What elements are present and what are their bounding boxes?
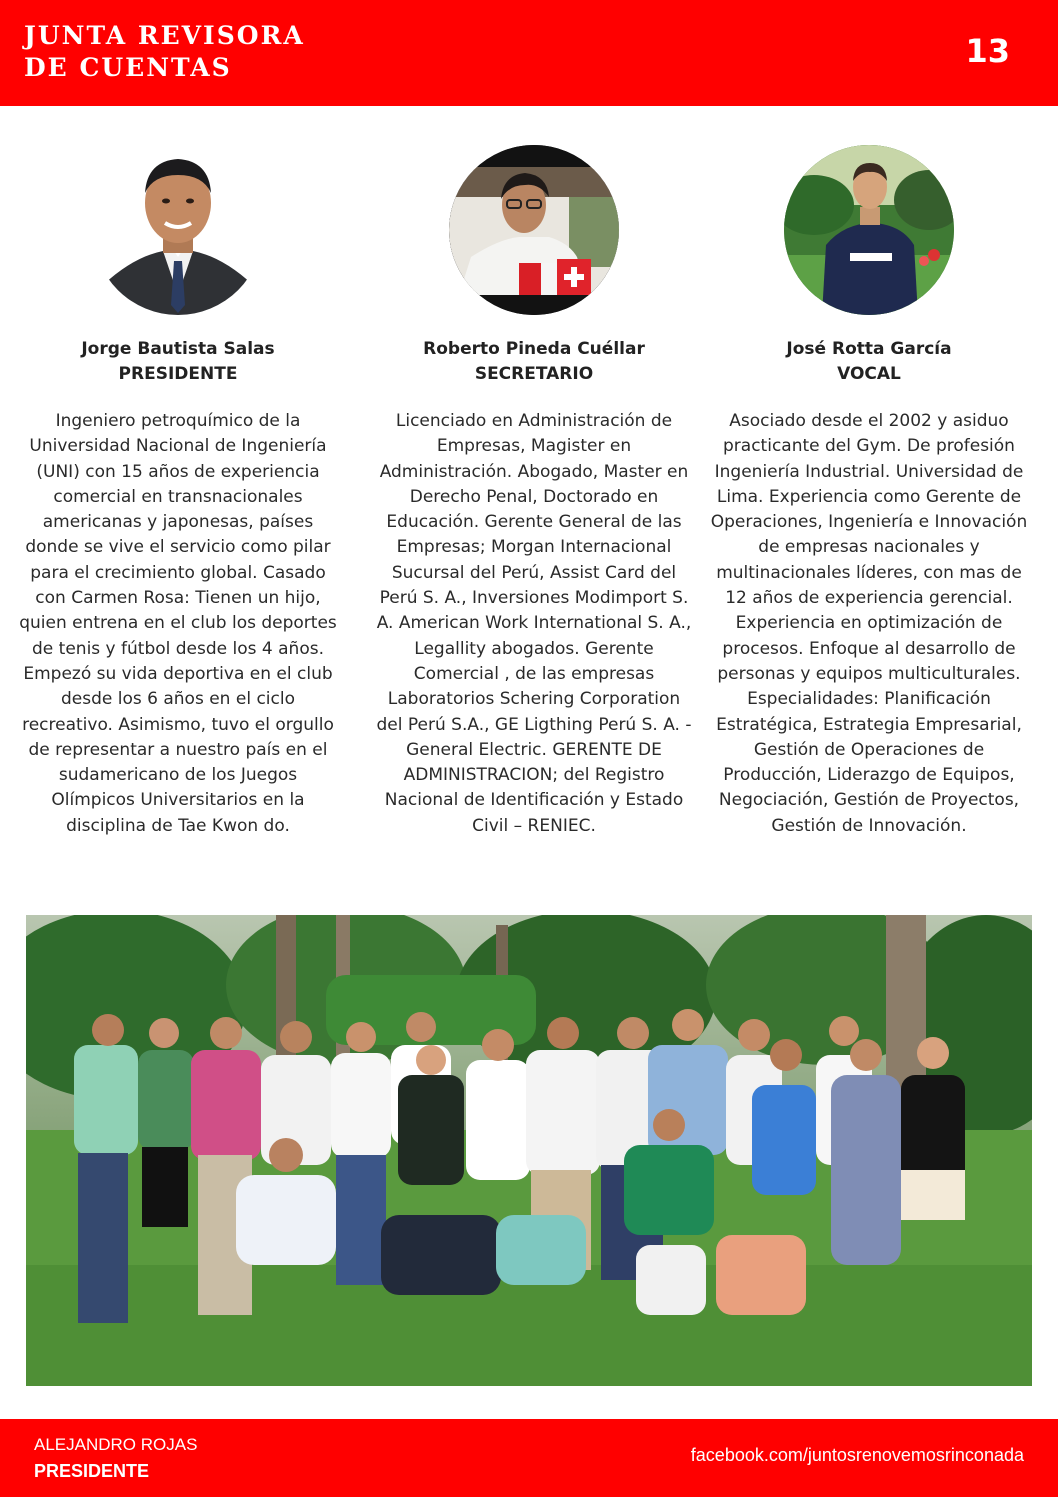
member-name-1: Jorge Bautista Salas — [81, 339, 275, 359]
facebook-link[interactable]: facebook.com/juntosrenovemosrinconada — [690, 1445, 1024, 1465]
footer-role: PRESIDENTE — [34, 1461, 150, 1481]
member-role-3: VOCAL — [837, 364, 901, 384]
member-role-1: PRESIDENTE — [118, 364, 238, 384]
member-bio-1: Ingeniero petroquímico de la Universidad Nacional de Ingeniería (UNI) con 15 años de experiencia comercial en transnacionales americanas y japonesas, países donde se vive el servicio como pilar para el crecimiento global. Casado con Carmen Rosa: Tienen un hijo, quien entrena en el club los deportes de tenis y fútbol desde los 4 años. Empezó su vida deportiva en el club desde los 6 años en el ciclo recreativo. Asimismo, tuvo el orgullo de representar a nuestro país en el sudamericano de los Juegos Olímpicos Universitarios en la disciplina de Tae Kwon do. — [19, 411, 337, 836]
member-photo-2 — [449, 145, 619, 315]
member-bio-3: Asociado desde el 2002 y asiduo practicante del Gym. De profesión Ingeniería Industrial. Universidad de Lima. Experiencia como Gerente de Operaciones, Ingeniería e Innovación de empresas nacionales y multinacionales líderes, con mas de 12 años de experiencia gerencial. Experiencia en optimización de procesos. Enfoque al desarrollo de personas y equipos multiculturales. Especialidades: Planificación Estratégica, Estrategia Empresarial, Gestión de Operaciones de Producción, Liderazgo de Equipos, Negociación, Gestión de Proyectos, Gestión de Innovación. — [710, 411, 1028, 836]
page-header — [0, 0, 1058, 106]
group-photo — [26, 915, 1032, 1386]
group-photo-image — [26, 915, 1032, 1386]
portrait-image — [784, 145, 954, 315]
member-name-2: Roberto Pineda Cuéllar — [423, 339, 645, 359]
member-card-3 — [709, 145, 1029, 839]
section-title-line-1: JUNTA REVISORA — [24, 21, 305, 50]
member-photo-3 — [784, 145, 954, 315]
member-bio-2: Licenciado en Administración de Empresas, Magister en Administración. Abogado, Master en Derecho Penal, Doctorado en Educación. Gerente General de las Empresas; Morgan Internacional Sucursal del Perú, Assist Card del Perú S. A., Inversiones Modimport S. A. American Work International S. A., Legallity abogados. Gerente Comercial , de las empresas Laboratorios Schering Corporation del Perú S.A., GE Ligthing Perú S. A. - General Electric. GERENTE DE ADMINISTRACION; del Registro Nacional de Identificación y Estado Civil – RENIEC. — [376, 411, 692, 836]
member-card-1 — [18, 145, 338, 839]
section-title — [24, 20, 305, 84]
portrait-image — [93, 145, 263, 315]
page-number: 13 — [965, 32, 1010, 70]
member-name-3: José Rotta García — [786, 339, 952, 359]
portrait-image — [449, 145, 619, 315]
page-footer — [0, 1419, 1058, 1497]
footer-name: ALEJANDRO ROJAS — [34, 1435, 198, 1454]
member-photo-1 — [93, 145, 263, 315]
member-card-2 — [374, 145, 694, 839]
member-role-2: SECRETARIO — [474, 364, 594, 384]
section-title-line-2: DE CUENTAS — [24, 53, 232, 82]
